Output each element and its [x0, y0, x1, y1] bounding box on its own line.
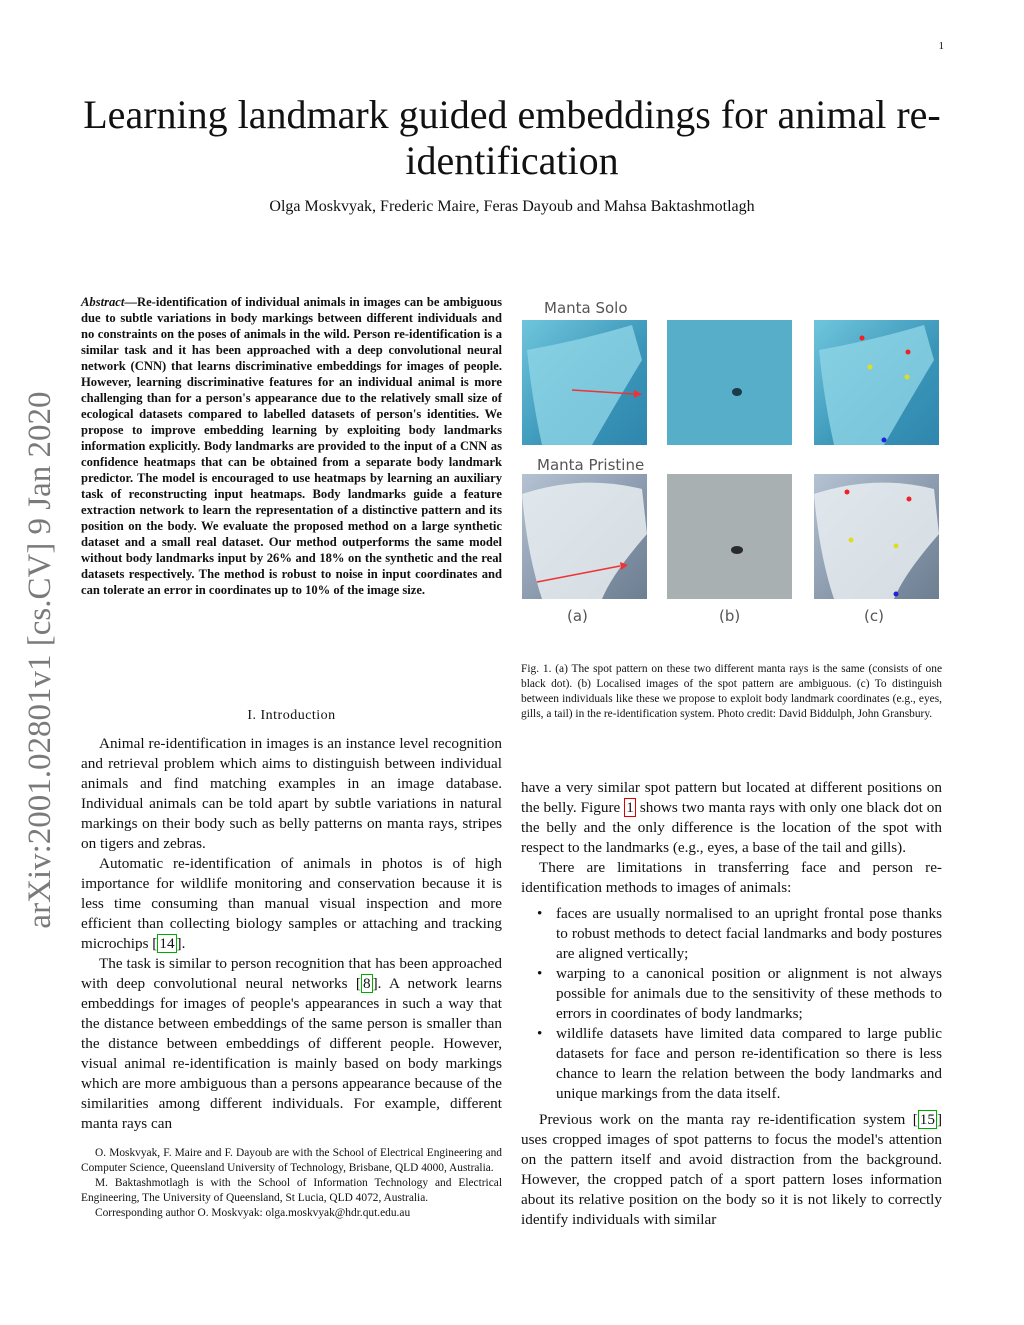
figure-row-label: Manta Solo	[544, 299, 628, 317]
citation-link[interactable]: 8	[362, 975, 371, 992]
manta-solo-full-image	[522, 320, 647, 445]
arxiv-stamp: arXiv:2001.02801v1 [cs.CV] 9 Jan 2020	[22, 391, 58, 929]
manta-pristine-landmarks-image	[814, 474, 939, 599]
intro-paragraph: Automatic re-identification of animals in photos is of high importance for wildlife monitoring and conservation because it is less time consuming than manual visual inspection and more efficient than collecting biology samples or attaching and tracking microchips [ 14 ].	[81, 855, 502, 952]
list-item: • wildlife datasets have limited data compared to large public datasets for face and person re-identification so there is less chance to learn the relation between the body landmarks and unique markings from the data itself.	[521, 1024, 942, 1104]
list-item: • warping to a canonical position or alignment is not always possible for animals due to the sensitivity of these methods to errors in coordinates of body landmarks;	[521, 964, 942, 1024]
footnote: O. Moskvyak, F. Maire and F. Dayoub are with the School of Electrical Engineering and Computer Science, Queensland University of Technology, Brisbane, QLD 4000, Australia.	[81, 1147, 502, 1174]
figure-caption: Fig. 1. (a) The spot pattern on these two different manta rays is the same (consists of one black dot). (b) Localised images of the spot pattern are ambiguous. (c) To distinguish between individuals like these we propose to exploit body landmark coordinates (e.g., eyes, gills, a tail) in the re-identification system. Photo credit: David Biddulph, John Gransbury.	[521, 663, 942, 720]
page-number: 1	[938, 40, 944, 52]
footnote: Corresponding author O. Moskvyak: olga.moskvyak@hdr.qut.edu.au	[95, 1207, 411, 1219]
figure-column-label: (c)	[864, 607, 884, 625]
paper-title: Learning landmark guided embeddings for animal re-identification	[83, 92, 941, 183]
figure-row-label: Manta Pristine	[537, 456, 645, 474]
manta-solo-landmarks-image	[814, 320, 939, 445]
list-item: • faces are usually normalised to an upright frontal pose thanks to robust methods to detect facial landmarks and body postures are aligned vertically;	[521, 904, 942, 964]
abstract-text: —Re-identification of individual animals in images can be ambiguous due to subtle variations in body markings between different individuals and no constraints on the poses of animals in the wild. Person re-identification is a similar task and it has been approached with a deep convolutional neural network (CNN) that learns discriminative embeddings for images of people. However, learning discriminative features for an individual animal is more challenging than for a person's appearance due to the relatively small size of ecological datasets compared to labelled datasets of person's identities. We propose to improve embedding learning by exploiting body landmarks information explicitly. Body landmarks are provided to the input of a CNN as confidence heatmaps that can be obtained from a separate body landmark predictor. The model is encouraged to use heatmaps by learning an auxiliary task of reconstructing input heatmaps. Body landmarks guide a feature extraction network to learn the representation of a distinctive pattern and its position on the body. We evaluate the proposed method on a large synthetic dataset and a small real dataset. Our method outperforms the same model without body landmarks input by 26% and 18% on the synthetic and the real datasets respectively. The method is robust to noise in input coordinates and can tolerate an error in coordinates up to 10% of the image size.	[81, 295, 502, 597]
footnote: M. Baktashmotlagh is with the School of Information Technology and Electrical Engineering, The University of Queensland, St Lucia, QLD 4072, Australia.	[81, 1177, 502, 1204]
manta-pristine-full-image	[522, 474, 647, 599]
limitations-list	[521, 904, 942, 1104]
limitations-paragraph: There are limitations in transferring face and person re-identification methods to images of animals:	[521, 859, 942, 896]
right-column-text	[521, 778, 942, 1230]
abstract	[81, 294, 502, 598]
manta-pristine-spot-crop	[667, 474, 792, 599]
citation-link[interactable]: 15	[919, 1111, 935, 1128]
intro-paragraph: Animal re-identification in images is an instance level recognition and retrieval problem which aims to distinguish between individual animals and find matching examples in an image database. Individual animals can be told apart by subtle variations in natural markings on their body such as belly patterns on manta rays, stripes on tigers and zebras.	[81, 735, 502, 852]
introduction-text	[81, 734, 502, 1134]
footnotes	[81, 1146, 502, 1221]
citation-link[interactable]: 14	[159, 935, 175, 952]
manta-solo-spot-crop	[667, 320, 792, 445]
figure-column-label: (a)	[567, 607, 588, 625]
figure-ref-link[interactable]: 1	[626, 799, 634, 816]
author-list: Olga Moskvyak, Frederic Maire, Feras Dayoub and Mahsa Baktashmotlagh	[269, 198, 755, 215]
figure-column-label: (b)	[719, 607, 741, 625]
intro-paragraph: The task is similar to person recognition that has been approached with deep convolutional neural networks [ 8 ]. A network learns embeddings for images of people's appearances in such a way that the distance between embeddings of the same person is smaller than the distance between embeddings of different people. However, visual animal re-identification is mainly based on body markings which are more ambiguous than a persons appearance because of the similarities among different individuals. For example, different manta rays can	[81, 955, 502, 1132]
abstract-label: Abstract	[81, 295, 125, 309]
section-heading-introduction: I. Introduction	[247, 708, 336, 723]
figure-1	[522, 296, 962, 626]
continued-paragraph: have a very similar spot pattern but located at different positions on the belly. Figure 1 shows two manta rays with only one black dot on the belly and the only difference is the location of the spot with respect to the landmarks (e.g., eyes, a base of the tail and gills).	[521, 779, 942, 856]
previous-work-paragraph: Previous work on the manta ray re-identification system [ 15 ] uses cropped images of spot patterns to focus the model's attention on the pattern itself and avoid distraction from the background. However, the cropped patch of a sport pattern loses information about its relative position on the body so it is not likely to correctly identify individuals with similar	[521, 1111, 942, 1228]
